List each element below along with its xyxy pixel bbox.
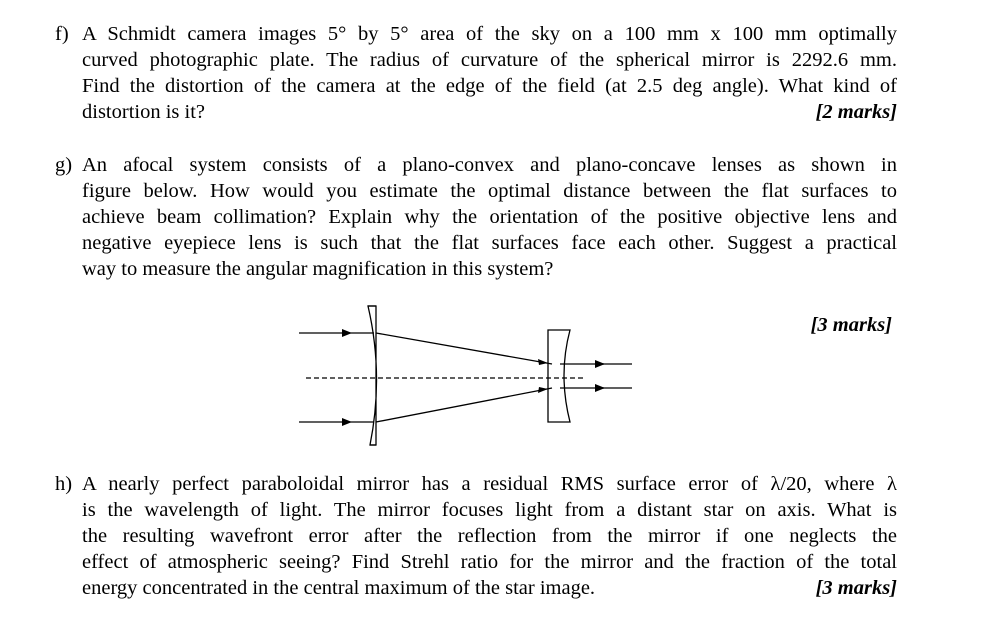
question-h-body	[82, 471, 897, 601]
question-g-line-1: An afocal system consists of a plano-convex and plano-concave lenses as shown in	[82, 154, 897, 176]
question-f-line-3: Find the distortion of the camera at the edge of the field (at 2.5 deg angle). What kind of	[82, 75, 897, 97]
question-h-letter: h)	[55, 473, 73, 495]
question-f-line-1: A Schmidt camera images 5° by 5° area of the sky on a 100 mm x 100 mm optimally	[82, 23, 897, 45]
converging-ray-bottom	[376, 388, 552, 422]
question-h-line-1: A nearly perfect paraboloidal mirror has a residual RMS surface error of λ/20, where λ	[82, 473, 897, 495]
afocal-system-figure	[296, 300, 641, 450]
question-h-line-2: is the wavelength of light. The mirror focuses light from a distant star on axis. What is	[82, 499, 897, 521]
plano-convex-lens	[368, 306, 377, 445]
question-g-line-2: figure below. How would you estimate the optimal distance between the flat surfaces to	[82, 180, 897, 202]
question-f-line-4: distortion is it?	[82, 101, 205, 123]
question-h-line-5-wrap	[82, 575, 897, 601]
question-f-marks: [2 marks]	[815, 101, 897, 123]
plano-concave-lens	[548, 330, 570, 422]
question-g-body	[82, 152, 897, 282]
question-g-letter: g)	[55, 154, 73, 176]
question-g-line-4: negative eyepiece lens is such that the flat surfaces face each other. Suggest a practical	[82, 232, 897, 254]
question-f-line-2: curved photographic plate. The radius of curvature of the spherical mirror is 2292.6 mm.	[82, 49, 897, 71]
question-h-line-5: energy concentrated in the central maximum of the star image.	[82, 577, 596, 599]
question-f-line-4-wrap	[82, 99, 897, 125]
question-f-body	[82, 21, 897, 125]
question-h-line-4: effect of atmospheric seeing? Find Strehl ratio for the mirror and the fraction of the total	[82, 551, 897, 573]
question-g-line-5: way to measure the angular magnification in this system?	[82, 258, 554, 280]
question-f-letter: f)	[55, 23, 69, 45]
question-g-marks: [3 marks]	[810, 314, 892, 336]
question-h	[55, 471, 897, 601]
question-h-marks: [3 marks]	[815, 577, 897, 599]
question-g-line-3: achieve beam collimation? Explain why the orientation of the positive objective lens and	[82, 206, 897, 228]
converging-ray-top	[376, 333, 552, 364]
question-f	[55, 21, 897, 125]
question-h-line-3: the resulting wavefront error after the reflection from the mirror if one neglects the	[82, 525, 897, 547]
question-g	[55, 152, 897, 282]
